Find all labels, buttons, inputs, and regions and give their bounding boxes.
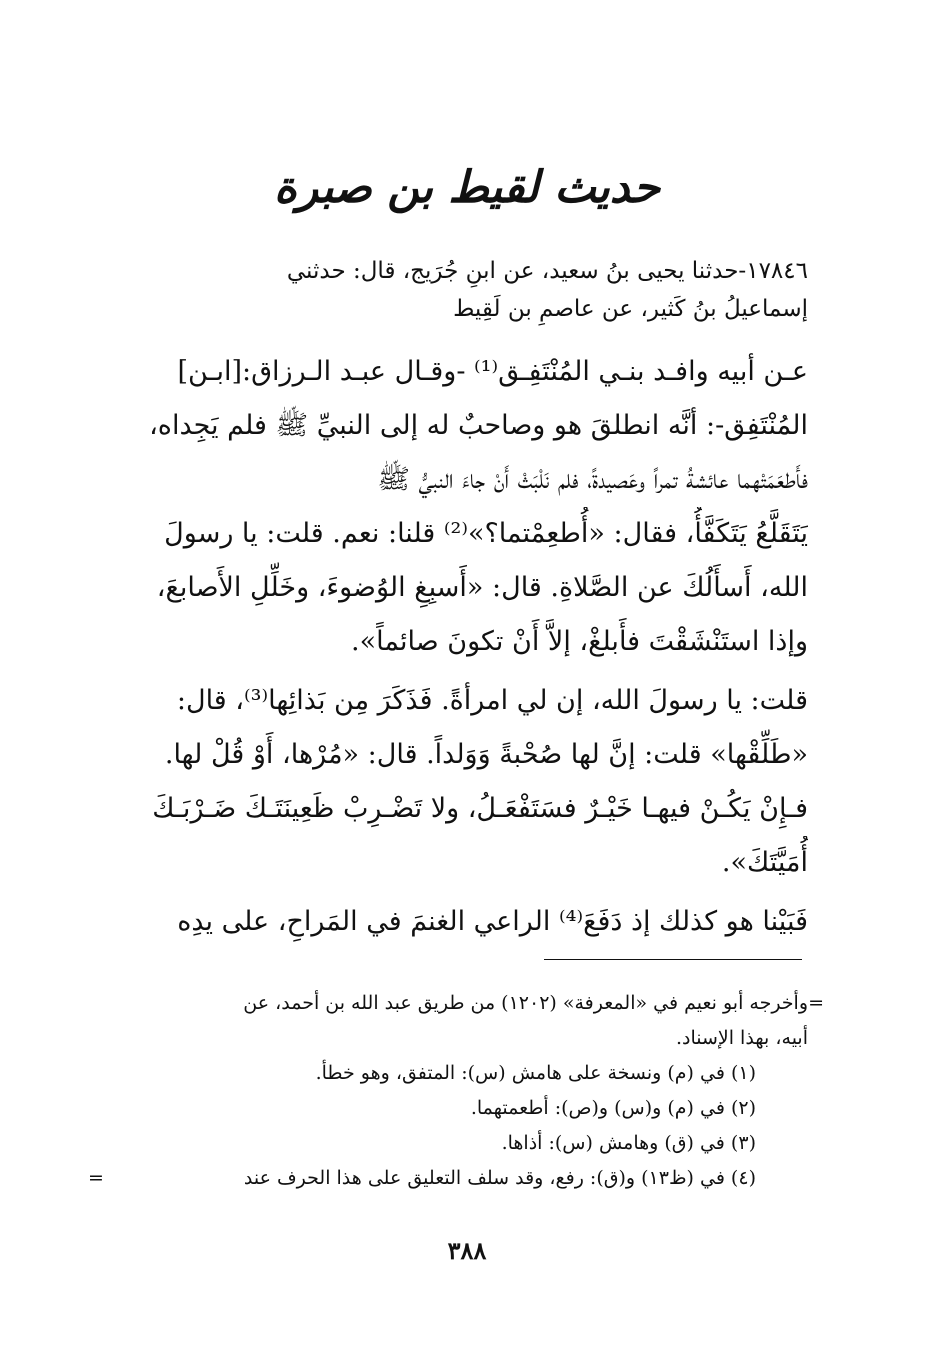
text-line: أُمَيَّتَكَ». xyxy=(721,847,808,878)
text-line: فأَطعَمَتْهما عائشةُ تمراً وعَصيدةً، فلم نَلْبَثْ أَنْ جاءَ النبيُّ ﷺ xyxy=(377,464,808,495)
footnote-item-last xyxy=(88,1161,808,1196)
footnote-item: (٢) في (م) و(س) و(ص): أطعمتهما. xyxy=(470,1097,756,1119)
page-number: ٣٨٨ xyxy=(447,1236,487,1265)
text-line: يَتَقَلَّعُ يَتَكَفَّأُ، فقال: «أُطعِمْتما؟»⁽²⁾ قلنا: نعم. قلت: يا رسولَ xyxy=(164,518,808,549)
footnote-item: (١) في (م) ونسخة على هامش (س): المتفق، وهو خطأ. xyxy=(315,1062,756,1084)
text-line: فـإِنْ يَكُـنْ فيهـا خَيْـرٌ فسَتَفْعَـلُ، ولا تَضْـرِبْ ظَعِينَتَـكَ ضَـرْبَـكَ xyxy=(152,793,808,824)
footnote-line: أبيه، بهذا الإسناد. xyxy=(675,1027,808,1049)
text-line: «طَلِّقْها» قلت: إنَّ لها صُحْبةً وَوَلداً. قال: «مُرْها، أَوْ قُلْ لها. xyxy=(164,739,808,770)
continuation-mark: = xyxy=(808,992,824,1014)
isnad-line: ١٧٨٤٦-حدثنا يحيى بنُ سعيد، عن ابنِ جُرَيج، قال: حدثني xyxy=(286,258,808,284)
continuation-end-mark: = xyxy=(88,1167,104,1189)
footnote-separator xyxy=(544,959,802,960)
chapter-title: حديث لقيط بن صبرة xyxy=(273,162,661,213)
footnote-text: (٤) في (ظ١٣) و(ق): رفع، وقد سلف التعليق على هذا الحرف عند xyxy=(243,1167,756,1189)
footnote-line: وأخرجه أبو نعيم في «المعرفة» (١٢٠٢) من طريق عبد الله بن أحمد، عن xyxy=(243,992,808,1014)
footnotes xyxy=(88,986,824,1196)
text-line: وإذا استَنْشَقْتَ فأَبلغْ، إلاَّ أَنْ تكونَ صائماً». xyxy=(351,626,808,657)
text-line: عـن أبيه وافـد بنـي المُنْتَفِـق⁽¹⁾ -وقـال عبـد الـرزاق:[ابـن] xyxy=(177,356,808,387)
footnote-item: (٣) في (ق) وهامش (س): أذاها. xyxy=(501,1132,756,1154)
hadith-paragraph xyxy=(100,674,808,890)
footnote-continuation xyxy=(100,986,824,1056)
hadith-paragraph xyxy=(100,895,808,949)
text-line: قلت: يا رسولَ الله، إن لي امرأةً. فَذَكَرَ مِن بَذائِها⁽³⁾، قال: xyxy=(176,685,808,716)
text-line: المُنْتَفِق-: أنَّه انطلقَ هو وصاحبٌ له إلى النبيِّ ﷺ فلم يَجِداه، xyxy=(149,410,808,441)
isnad-line: إسماعيلُ بنُ كَثير، عن عاصمِ بن لَقِيط xyxy=(453,296,808,322)
hadith-isnad xyxy=(100,252,808,328)
hadith-paragraph xyxy=(100,345,808,669)
text-line: فَبَيْنا هو كذلك إذ دَفَعَ⁽⁴⁾ الراعي الغنمَ في المَراحِ، على يدِه xyxy=(177,906,808,937)
text-line: الله، أَسأَلُكَ عن الصَّلاةِ. قال: «أَسبِغِ الوُضوءَ، وخَلِّلِ الأَصابعَ، xyxy=(156,572,808,603)
